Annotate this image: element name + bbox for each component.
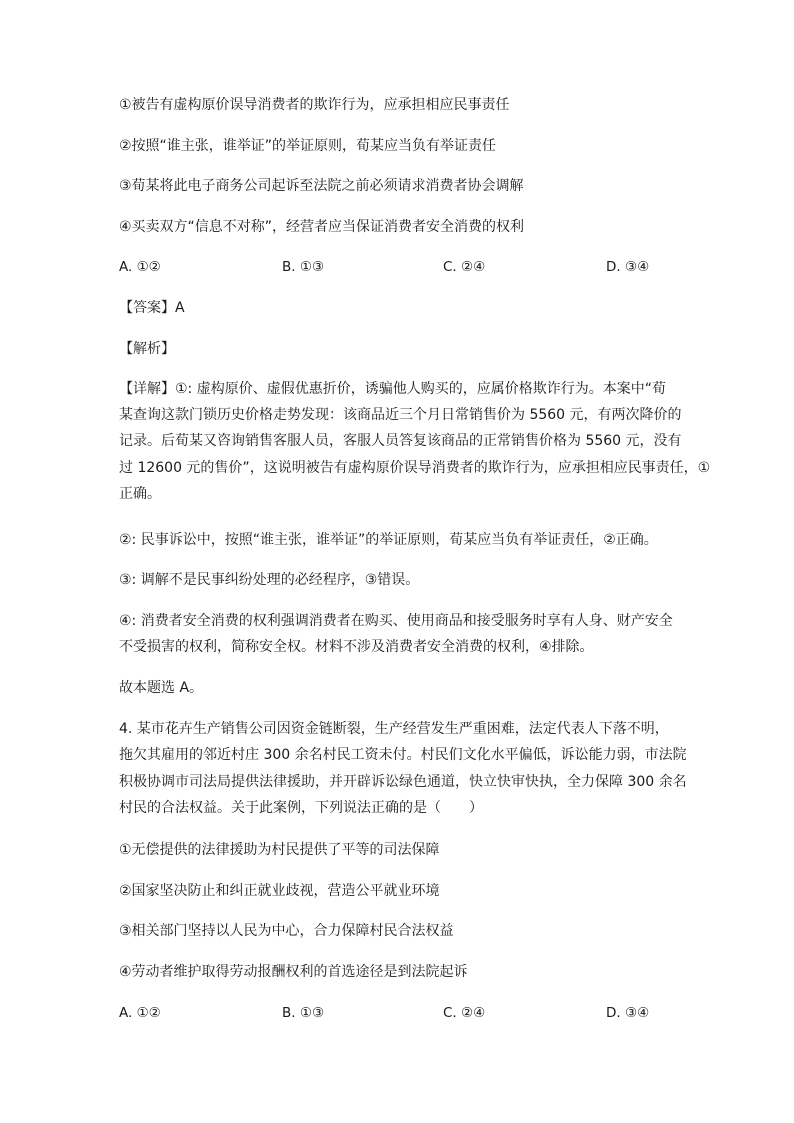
q3-option-b: B. ①③	[282, 259, 325, 275]
detail-tag: 【详解】	[119, 381, 175, 397]
point-4-line-1: ④: 消费者安全消费的权利强调消费者在购买、使用商品和接受服务时享有人身、财产安全	[119, 613, 673, 629]
detail-line-2: 某查询这款门锁历史价格走势发现：该商品近三个月日常销售价为 5560 元，有两次降价的	[119, 407, 682, 423]
detail-line-5: 正确。	[119, 486, 161, 502]
answer-value: A	[175, 300, 185, 316]
q4-stem-line-2: 拖欠其雇用的邻近村庄 300 余名村民工资未付。村民们文化水平偏低，诉讼能力弱，市法院	[119, 747, 687, 763]
q4-stem-line-4: 村民的合法权益。关于此案例，下列说法正确的是（ ）	[119, 800, 483, 816]
q4-statement-2: ②国家坚决防止和纠正就业歧视，营造公平就业环境	[119, 883, 440, 899]
q3-statement-2: ②按照“谁主张，谁举证”的举证原则，荀某应当负有举证责任	[119, 138, 497, 154]
q3-option-a: A. ①②	[119, 259, 161, 275]
q4-option-d: D. ③④	[606, 1005, 650, 1021]
answer-line	[119, 299, 709, 317]
detail-line-4: 过 12600 元的售价”，这说明被告有虚构原价误导消费者的欺诈行为，应承担相应民事责任，①	[119, 460, 711, 476]
q4-statement-4: ④劳动者维护取得劳动报酬权利的首选途径是到法院起诉	[119, 964, 468, 980]
point-2: ②: 民事诉讼中，按照“谁主张，谁举证”的举证原则，荀某应当负有举证责任，②正确。	[119, 532, 658, 548]
q3-statement-1: ①被告有虚构原价误导消费者的欺诈行为，应承担相应民事责任	[119, 97, 510, 113]
q3-option-d: D. ③④	[606, 259, 650, 275]
q4-option-c: C. ②④	[443, 1005, 486, 1021]
q3-option-c: C. ②④	[443, 259, 486, 275]
q3-statement-3: ③荀某将此电子商务公司起诉至法院之前必须请求消费者协会调解	[119, 178, 524, 194]
point-4-line-2: 不受损害的权利，简称安全权。材料不涉及消费者安全消费的权利，④排除。	[119, 639, 594, 655]
q4-statement-1: ①无偿提供的法律援助为村民提供了平等的司法保障	[119, 842, 440, 858]
q4-stem-line-3: 积极协调市司法局提供法律援助，并开辟诉讼绿色通道，快立快审快执，全力保障 300 余名	[119, 774, 687, 790]
q4-option-b: B. ①③	[282, 1005, 325, 1021]
point-3: ③: 调解不是民事纠纷处理的必经程序，③错误。	[119, 572, 420, 588]
detail-line-3: 记录。后荀某又咨询销售客服人员，客服人员答复该商品的正常销售价格为 5560 元，没有	[119, 433, 682, 449]
q3-statement-4: ④买卖双方“信息不对称”，经营者应当保证消费者安全消费的权利	[119, 219, 525, 235]
conclusion: 故本题选 A。	[119, 680, 204, 696]
analysis-tag: 【解析】	[119, 341, 175, 357]
detail-line-1	[119, 380, 709, 398]
q4-statement-3: ③相关部门坚持以人民为中心，合力保障村民合法权益	[119, 923, 454, 939]
answer-tag: 【答案】	[119, 300, 175, 316]
detail-line-1-text: ①: 虚构原价、虚假优惠折价，诱骗他人购买的，应属价格欺诈行为。本案中“荀	[175, 381, 666, 397]
q4-stem-line-1: 4. 某市花卉生产销售公司因资金链断裂，生产经营发生严重困难，法定代表人下落不明，	[119, 721, 669, 737]
q4-option-a: A. ①②	[119, 1005, 161, 1021]
